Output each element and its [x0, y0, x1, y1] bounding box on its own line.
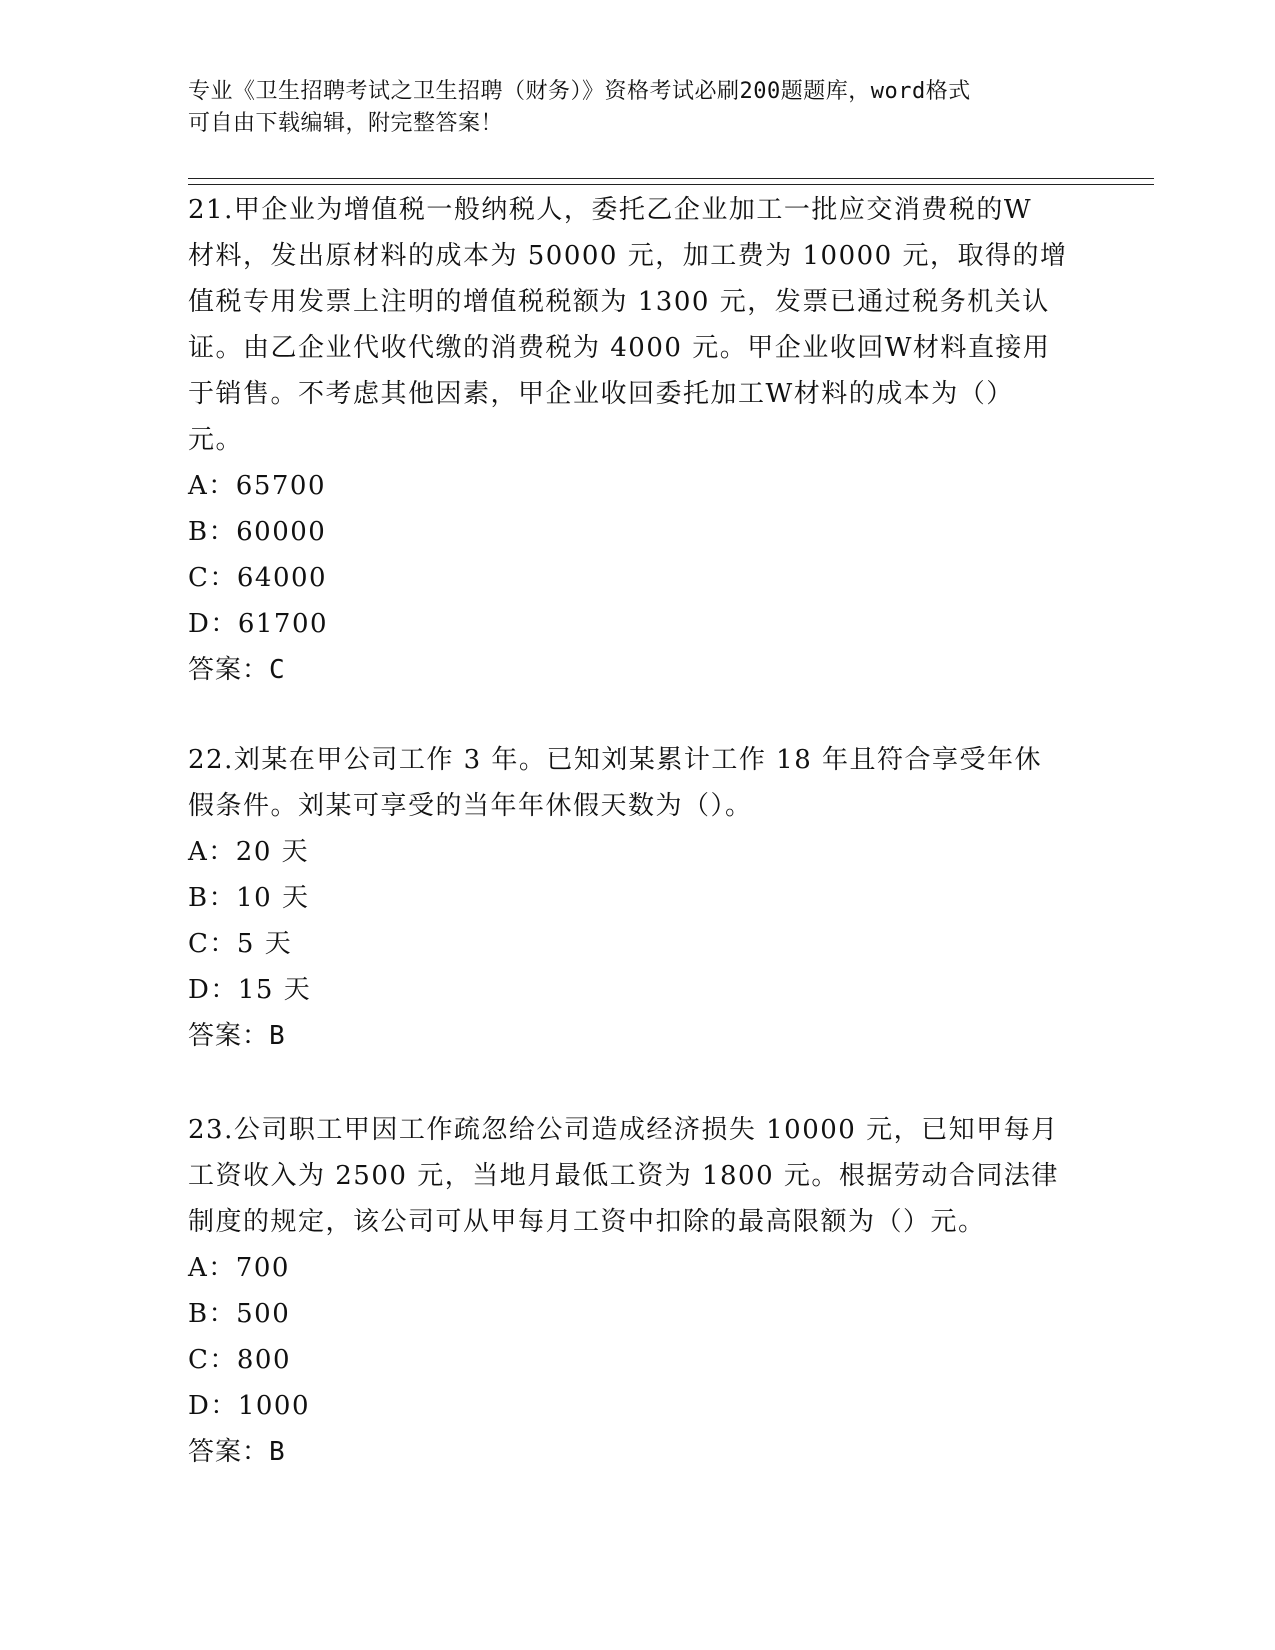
document-header — [188, 76, 1068, 140]
answer-label: 答案： — [188, 1021, 270, 1051]
question-text-line: 22.刘某在甲公司工作 3 年。已知刘某累计工作 18 年且符合享受年休 — [188, 745, 1043, 775]
question-21 — [188, 187, 1088, 693]
option-a: A：20 天 — [188, 837, 310, 867]
option-c: C：800 — [188, 1345, 292, 1375]
answer-label: 答案： — [188, 1437, 270, 1467]
question-text-line: 21.甲企业为增值税一般纳税人，委托乙企业加工一批应交消费税的W — [188, 195, 1033, 225]
answer — [188, 647, 1088, 693]
answer-value: C — [269, 655, 286, 685]
option-b: B：500 — [188, 1299, 291, 1329]
question-22 — [188, 737, 1088, 1059]
answer-label: 答案： — [188, 655, 270, 685]
header-line-1: 专业《卫生招聘考试之卫生招聘（财务）》资格考试必刷200题题库，word格式 — [188, 79, 971, 104]
header-divider-top — [188, 178, 1154, 179]
option-b: B：60000 — [188, 517, 327, 547]
question-23 — [188, 1107, 1088, 1475]
option-a: A：65700 — [188, 471, 326, 501]
question-text-line: 值税专用发票上注明的增值税税额为 1300 元，发票已通过税务机关认 — [188, 287, 1050, 317]
answer-value: B — [269, 1437, 286, 1467]
option-a: A：700 — [188, 1253, 290, 1283]
question-text-line: 材料，发出原材料的成本为 50000 元，加工费为 10000 元，取得的增 — [188, 241, 1068, 271]
question-text-line: 于销售。不考虑其他因素，甲企业收回委托加工W材料的成本为（） — [188, 379, 1014, 409]
question-text-line: 工资收入为 2500 元，当地月最低工资为 1800 元。根据劳动合同法律 — [188, 1161, 1059, 1191]
option-b: B：10 天 — [188, 883, 310, 913]
answer-value: B — [269, 1021, 286, 1051]
question-text-line: 23.公司职工甲因工作疏忽给公司造成经济损失 10000 元，已知甲每月 — [188, 1115, 1059, 1145]
question-text-line: 证。由乙企业代收代缴的消费税为 4000 元。甲企业收回W材料直接用 — [188, 333, 1051, 363]
option-d: D：61700 — [188, 609, 329, 639]
header-line-2: 可自由下载编辑，附完整答案！ — [188, 111, 504, 136]
question-text-line: 元。 — [188, 425, 244, 455]
option-c: C：5 天 — [188, 929, 293, 959]
option-d: D：15 天 — [188, 975, 312, 1005]
header-divider-bottom — [188, 184, 1154, 185]
option-c: C：64000 — [188, 563, 328, 593]
option-d: D：1000 — [188, 1391, 311, 1421]
answer — [188, 1013, 1088, 1059]
question-text-line: 制度的规定，该公司可从甲每月工资中扣除的最高限额为（）元。 — [188, 1207, 986, 1237]
question-text-line: 假条件。刘某可享受的当年年休假天数为（）。 — [188, 791, 753, 821]
answer — [188, 1429, 1088, 1475]
